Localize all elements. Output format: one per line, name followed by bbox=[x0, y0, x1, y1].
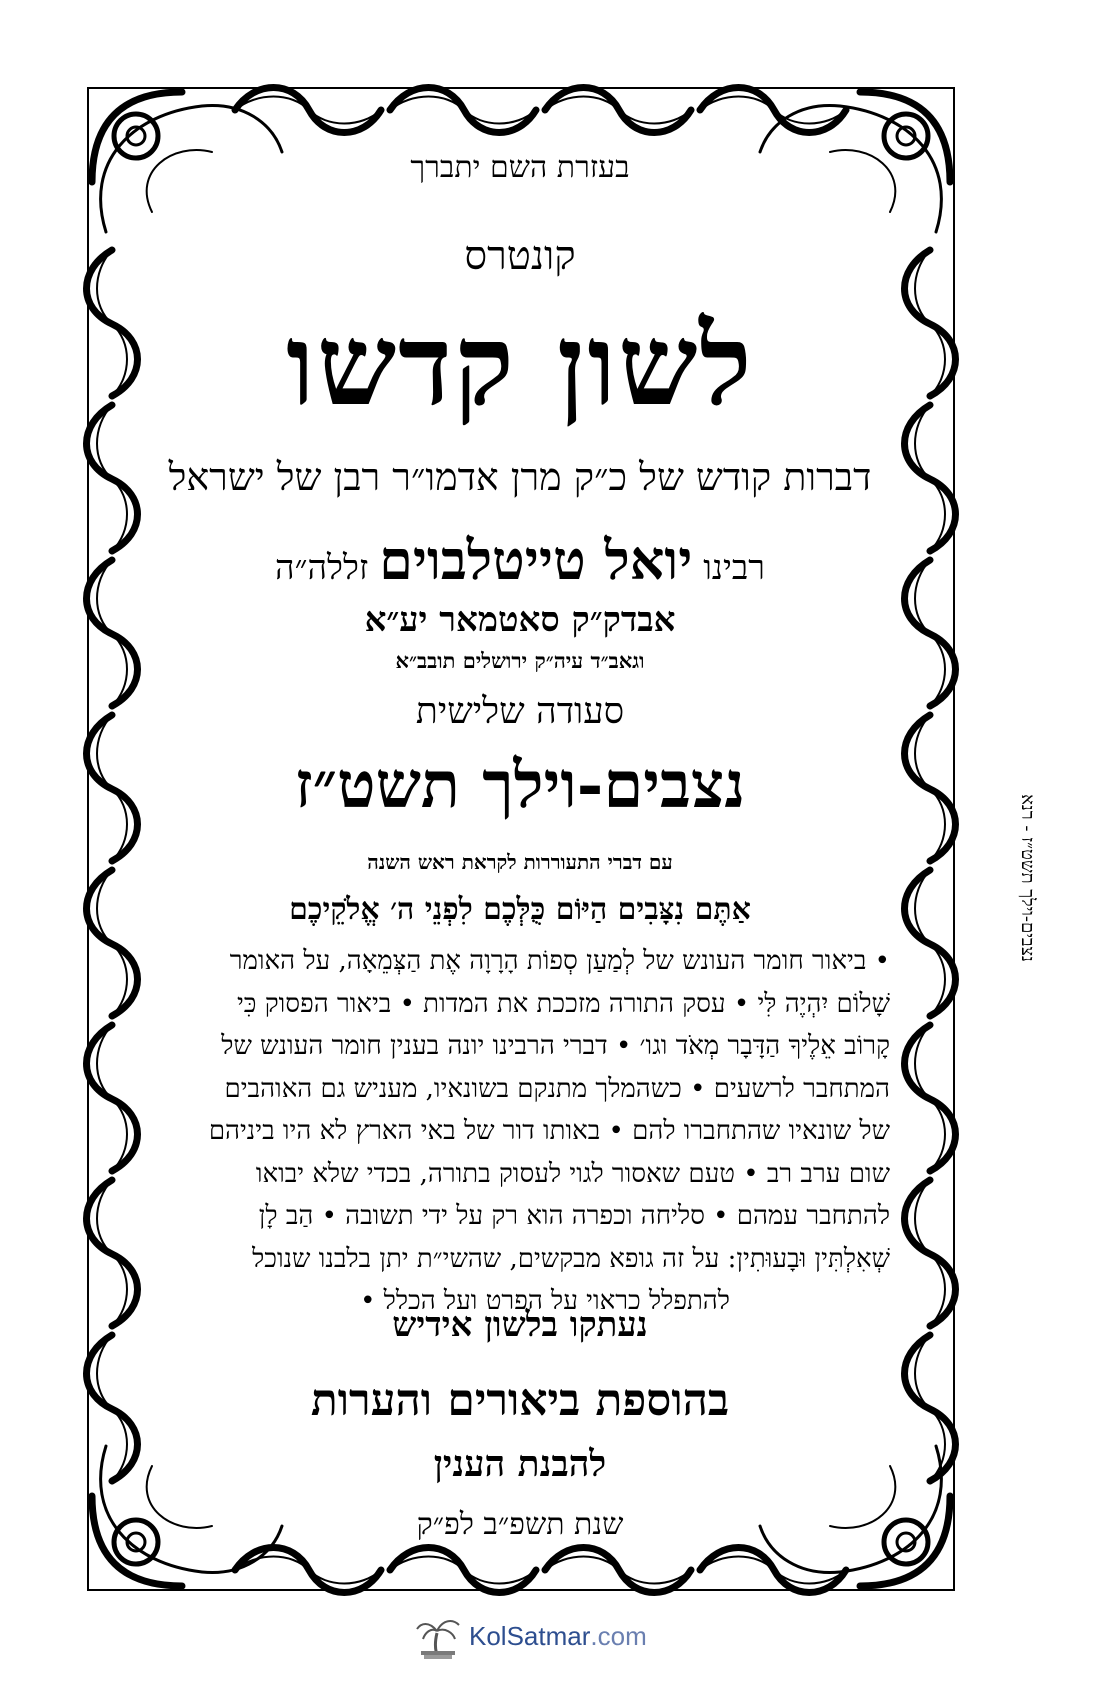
summary-line: שְׁאִלְתִּין וּבָעוּתִין: על זה גופא מבקשים, שהשי״ת יתן בלבנו שנוכל bbox=[252, 1243, 890, 1274]
brand-logo[interactable] bbox=[415, 1611, 647, 1661]
brand-name: KolSatmar bbox=[469, 1620, 591, 1651]
summary-line: שָׁלוֹם יִהְיֶה לִּי • עסק התורה מזככת את המדות • ביאור הפסוק כִּי bbox=[236, 988, 890, 1019]
side-page-label: נצבים-וילך תשט״ז - רנא bbox=[1017, 794, 1038, 962]
kuntres-label: קונטרס bbox=[464, 233, 576, 279]
translated-note: נעתקו בלשון אידיש bbox=[392, 1305, 648, 1345]
summary-line: • ביאור חומר העונש של לְמַעַן סְפוֹת הָרָוָה אֶת הַצְּמֵאָה, על האומר bbox=[229, 946, 890, 976]
summary-line: להתפלל כראוי על הפרט ועל הכלל • bbox=[360, 1286, 730, 1316]
top-blessing: בעזרת השם יתברך bbox=[410, 150, 630, 185]
summary-line: המתחבר לרשעים • כשהמלך מתנקם בשונאיו, מעניש גם האוהבים bbox=[224, 1073, 890, 1104]
summary-line: קָרוֹב אֵלֶיךָ הַדָּבָר מְאֹד וגו׳ • דברי הרבינו יונה בענין חומר העונש של bbox=[221, 1031, 890, 1061]
year-line: שנת תשפ״ב לפ״ק bbox=[416, 1507, 624, 1542]
author-title-line-2: וגאב״ד עיה״ק ירושלים תובב״א bbox=[395, 648, 645, 673]
verse-line: אַתֶּם נִצָּבִים הַיּוֹם כֻּלְּכֶם לִפְנֵי ה׳ אֱלֹקֵיכֶם bbox=[289, 892, 751, 927]
author-name: יואל טייטלבוים bbox=[379, 528, 693, 592]
meal-label: סעודה שלישית bbox=[415, 691, 625, 732]
palm-tree-books-icon bbox=[415, 1611, 461, 1661]
author-title-line: אבדק״ק סאטמאר יע״א bbox=[364, 600, 676, 640]
author-words-line: דברות קודש של כ״ק מרן אדמו״ר רבן של ישראל bbox=[168, 455, 872, 499]
summary-block bbox=[200, 940, 890, 1323]
summary-line: של שונאיו שהתחברו להם • באותו דור של באי הארץ לא היו ביניהם bbox=[208, 1116, 890, 1146]
intro-note: עם דברי התעוררות לקראת ראש השנה bbox=[367, 850, 673, 874]
author-prefix: רבינו bbox=[703, 548, 765, 588]
summary-line: שום ערב רב • טעם שאסור לגוי לעסוק בתורה, בכדי שלא יבואו bbox=[255, 1158, 890, 1189]
author-suffix: זללה״ה bbox=[275, 548, 369, 588]
brand-domain: .com bbox=[590, 1620, 647, 1651]
additions-note: בהוספת ביאורים והערות bbox=[310, 1375, 730, 1426]
author-line bbox=[120, 528, 920, 592]
summary-line: להתחבר עמהם • סליחה וכפרה הוא רק על ידי תשובה • הַב לָן bbox=[258, 1201, 890, 1231]
parsha-title: נצבים-וילך תשט״ז bbox=[294, 748, 746, 823]
main-title: לשון קדשו bbox=[286, 300, 754, 431]
understanding-note: להבנת הענין bbox=[433, 1443, 607, 1485]
